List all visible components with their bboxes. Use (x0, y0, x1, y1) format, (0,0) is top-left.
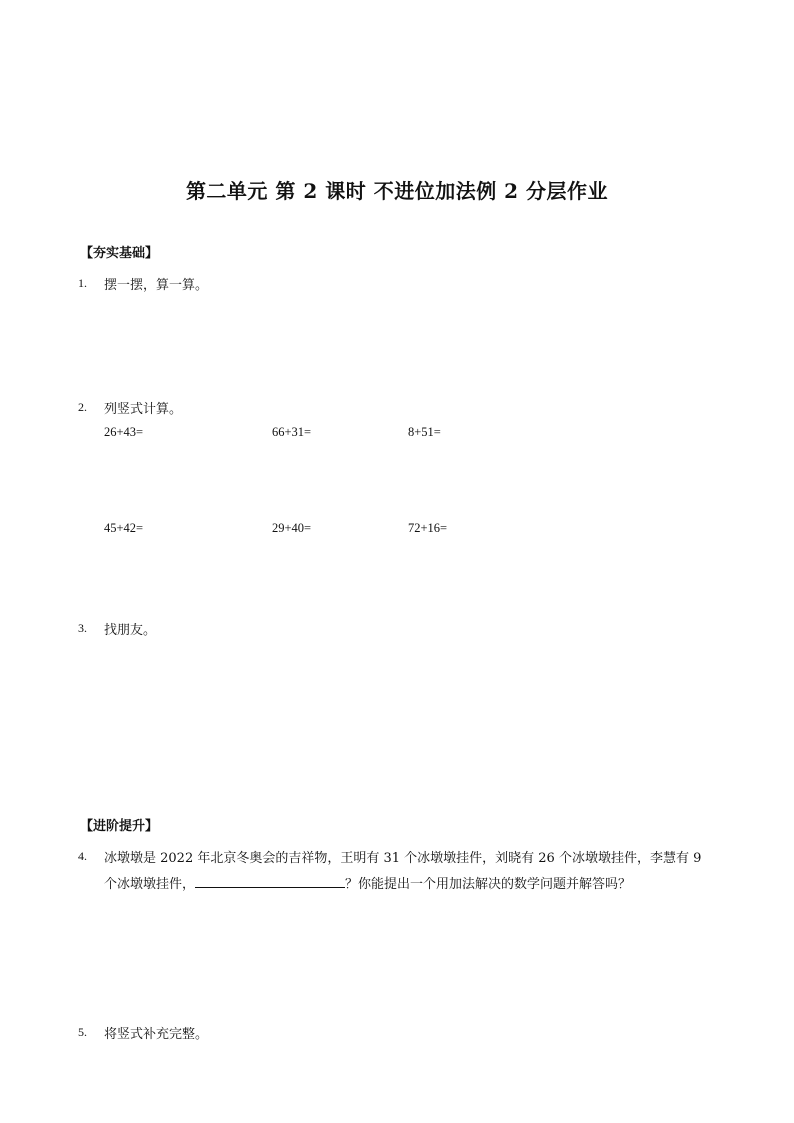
question-3-number: 3. (78, 621, 87, 635)
question-4-number: 4. (78, 849, 87, 863)
section-advanced-heading: 【进阶提升】 (80, 819, 159, 834)
expression-4: 45+42= (104, 521, 144, 535)
question-4-line-1: 冰墩墩是 2022 年北京冬奥会的吉祥物，王明有 31 个冰墩墩挂件，刘晓有 26 个冰墩墩挂件，李慧有 9 (104, 851, 702, 866)
answer-blank[interactable] (195, 875, 345, 888)
question-4-line-2-end: ？你能提出一个用加法解决的数学问题并解答吗？ (345, 877, 632, 892)
expression-1: 26+43= (104, 425, 144, 439)
question-1-text: 摆一摆，算一算。 (104, 278, 209, 293)
expression-2: 66+31= (272, 425, 312, 439)
page-title: 第二单元 第 2 课时 不进位加法例 2 分层作业 (185, 179, 609, 203)
section-basic-heading: 【夯实基础】 (80, 246, 159, 261)
question-5-text: 将竖式补充完整。 (104, 1027, 209, 1042)
question-2-text: 列竖式计算。 (104, 402, 183, 417)
question-2-number: 2. (78, 400, 87, 414)
question-3-text: 找朋友。 (104, 623, 157, 638)
question-1-number: 1. (78, 276, 87, 290)
expression-3: 8+51= (408, 425, 441, 439)
question-4-line-2-start: 个冰墩墩挂件， (104, 877, 196, 892)
question-5-number: 5. (78, 1025, 87, 1039)
expression-5: 29+40= (272, 521, 312, 535)
expression-6: 72+16= (408, 521, 448, 535)
question-4-line-2 (104, 873, 631, 892)
